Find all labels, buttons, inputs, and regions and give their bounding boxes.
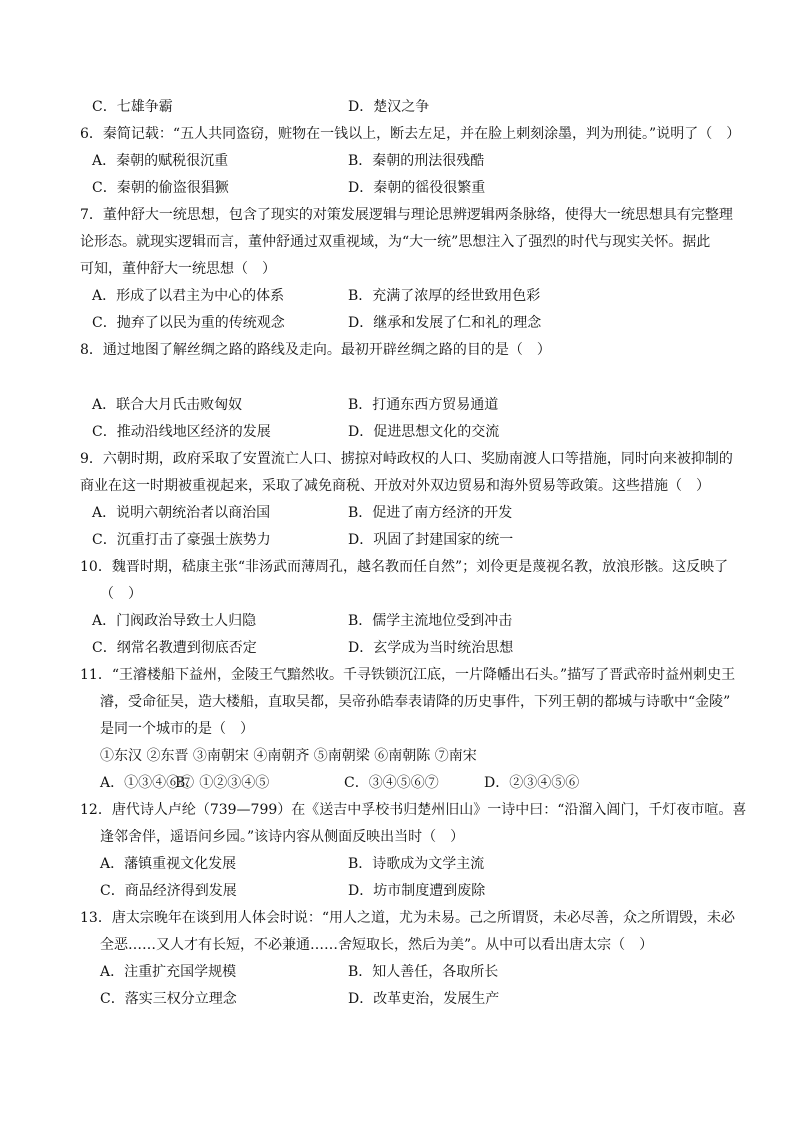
option-d: D．巩固了封建国家的统一 <box>348 532 514 548</box>
option-d: D．改革吏治，发展生产 <box>348 991 500 1007</box>
option-b: B．儒学主流地位受到冲击 <box>348 613 513 629</box>
option-a: A．藩镇重视文化发展 <box>100 856 237 872</box>
option-d: D．促进思想文化的交流 <box>348 424 500 440</box>
option-b: B．促进了南方经济的开发 <box>348 505 513 521</box>
question-stem: 10．魏晋时期，嵇康主张“非汤武而薄周孔，越名教而任自然”；刘伶更是蔑视名教，放浪形骸。这反映了 <box>80 559 729 575</box>
option-d: D．继承和发展了仁和礼的理念 <box>348 315 542 331</box>
option-d: D．秦朝的徭役很繁重 <box>348 180 486 196</box>
option-b: B．①②③④⑤ <box>175 775 270 791</box>
option-a: A．形成了以君主为中心的体系 <box>92 288 285 304</box>
option-d: D．玄学成为当时统治思想 <box>348 640 514 656</box>
option-a: A．说明六朝统治者以商治国 <box>92 505 271 521</box>
option-a: A．注重扩充国学规模 <box>100 964 237 980</box>
option-a: A．门阀政治导致士人归隐 <box>92 613 257 629</box>
question-stem: 13．唐太宗晚年在谈到用人体会时说：“用人之道，尤为未易。己之所谓贤，未必尽善，众之所谓毁，未必 <box>80 910 735 926</box>
question-stem-continued: 濬，受命征吴，造大楼船，直取吴都，吴帝孙皓奉表请降的历史事件，下列王朝的都城与诗歌中“金陵” <box>100 694 731 710</box>
question-stem: 6．秦简记载：“五人共同盗窃，赃物在一钱以上，断去左足，并在脸上刺刻涂墨，判为刑徒。”说明了（ ） <box>80 126 741 142</box>
option-a: A．秦朝的赋税很沉重 <box>92 153 229 169</box>
question-stem-continued: 商业在这一时期被重视起来，采取了减免商税、开放对外双边贸易和海外贸易等政策。这些措施（ ） <box>80 478 710 494</box>
question-stem: 8．通过地图了解丝绸之路的路线及走向。最初开辟丝绸之路的目的是（ ） <box>80 342 551 358</box>
option-a: A．联合大月氏击败匈奴 <box>92 397 243 413</box>
option-c: C．抛弃了以民为重的传统观念 <box>92 315 285 331</box>
option-d: D．坊市制度遭到废除 <box>348 883 486 899</box>
option-a: A．①③④⑥⑦ <box>100 775 195 791</box>
option-b: B．秦朝的刑法很残酷 <box>348 153 485 169</box>
numbered-items: ①东汉 ②东晋 ③南朝宋 ④南朝齐 ⑤南朝梁 ⑥南朝陈 ⑦南宋 <box>100 748 477 764</box>
option-b: B．打通东西方贸易通道 <box>348 397 499 413</box>
question-stem-continued: 论形态。就现实逻辑而言，董仲舒通过双重视域，为“大一统”思想注入了强烈的时代与现实关怀。据此 <box>80 234 711 250</box>
option-d: D．楚汉之争 <box>348 99 430 115</box>
option-c: C．七雄争霸 <box>92 99 173 115</box>
question-stem-continued: 逢邻舍伴，遥语问乡园。”该诗内容从侧面反映出当时（ ） <box>100 829 465 845</box>
option-b: B．充满了浓厚的经世致用色彩 <box>348 288 541 304</box>
option-c: C．推动沿线地区经济的发展 <box>92 424 271 440</box>
question-stem-continued: 可知，董仲舒大一统思想（ ） <box>80 261 276 277</box>
option-c: C．纲常名教遭到彻底否定 <box>92 640 257 656</box>
option-d: D．②③④⑤⑥ <box>484 775 580 791</box>
option-c: C．落实三权分立理念 <box>100 991 237 1007</box>
question-stem: 11．“王濬楼船下益州，金陵王气黯然收。千寻铁锁沉江底，一片降幡出石头。”描写了晋武帝时益州刺史王 <box>80 667 736 683</box>
question-stem: 9．六朝时期，政府采取了安置流亡人口、掳掠对峙政权的人口、奖励南渡人口等措施，同时向来被抑制的 <box>80 451 733 467</box>
option-b: B．知人善任，各取所长 <box>348 964 499 980</box>
answer-bracket: （ ） <box>100 586 142 602</box>
option-c: C．沉重打击了豪强士族势力 <box>92 532 271 548</box>
question-stem: 7．董仲舒大一统思想，包含了现实的对策发展逻辑与理论思辨逻辑两条脉络，使得大一统思想具有完整理 <box>80 207 733 223</box>
question-stem-continued: 全恶……又人才有长短，不必兼通……舍短取长，然后为美”。从中可以看出唐太宗（ ） <box>100 937 654 953</box>
option-c: C．秦朝的偷盗很猖獗 <box>92 180 229 196</box>
option-b: B．诗歌成为文学主流 <box>348 856 485 872</box>
option-c: C．③④⑤⑥⑦ <box>344 775 439 791</box>
question-stem: 12．唐代诗人卢纶（739—799）在《送吉中孚校书归楚州旧山》一诗中曰：“沿溜入阊门，千灯夜市喧。喜 <box>80 802 747 818</box>
question-stem-continued: 是同一个城市的是（ ） <box>100 721 254 737</box>
option-c: C．商品经济得到发展 <box>100 883 237 899</box>
